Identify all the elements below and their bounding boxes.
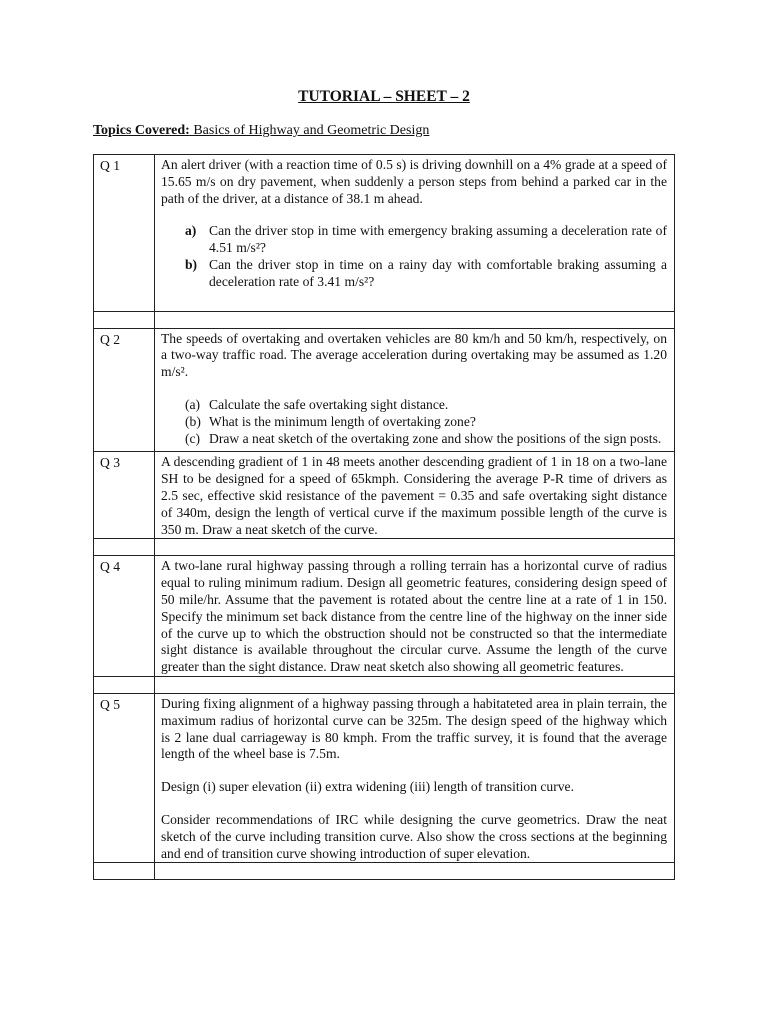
part-label: (b) <box>185 413 201 429</box>
question-paragraph: Consider recommendations of IRC while designing the curve geometrics. Draw the neat sketch of the curve including transition curve. Also show the cross sections at the beginning and end of transition curve showing introduction of super elevation. <box>161 811 667 861</box>
question-body <box>155 556 675 677</box>
question-number: Q 1 <box>94 155 155 312</box>
question-body <box>155 693 675 862</box>
spacer-cell <box>155 863 675 880</box>
question-row-2 <box>94 328 675 452</box>
question-text: The speeds of overtaking and overtaken vehicles are 80 km/h and 50 km/h, respectively, on a two-way traffic road. The average acceleration during overtaking may be assumed as 1.20 m/s². <box>161 330 667 380</box>
question-number: Q 4 <box>94 556 155 677</box>
question-text: An alert driver (with a reaction time of 0.5 s) is driving downhill on a 4% grade at a speed of 15.65 m/s on dry pavement, when suddenly a person steps from behind a parked car in the path of the driver, at a distance of 38.1 m ahead. <box>161 157 667 206</box>
part-text: Can the driver stop in time with emergency braking assuming a deceleration rate of 4.51 m/s²? <box>209 223 667 256</box>
part-label: (c) <box>185 430 201 446</box>
question-text: A two-lane rural highway passing through a rolling terrain has a horizontal curve of radius equal to ruling minimum radium. Design all geometric features, considering design speed of 50 mile/hr. Assume that the pavement is rotated about the centre line at a rate of 1 in 150. Specify the minimum set back distance from the centre line of the highway on the inner side of the curve up to which the obstruction should not be constructed so that the intermediate sight distance is available throughout the circular curve. Assume the length of the curve greater than the sight distance. Draw neat sketch also showing all geometric features. <box>161 558 667 675</box>
question-row-1 <box>94 155 675 312</box>
spacer-cell <box>155 676 675 693</box>
part-text: Calculate the safe overtaking sight distance. <box>209 396 449 412</box>
spacer-cell <box>155 539 675 556</box>
question-part <box>161 431 667 448</box>
part-text: Draw a neat sketch of the overtaking zone and show the positions of the sign posts. <box>209 430 662 446</box>
spacer-row <box>94 539 675 556</box>
question-row-5 <box>94 693 675 862</box>
question-number: Q 2 <box>94 328 155 452</box>
question-part <box>161 223 667 257</box>
spacer-cell <box>94 311 155 328</box>
question-body <box>155 328 675 452</box>
sheet-title: TUTORIAL – SHEET – 2 <box>298 88 470 105</box>
question-text: During fixing alignment of a highway passing through a habitateted area in plain terrain, the maximum radius of horizontal curve can be 325m. The design speed of the highway which is 2 lane dual carriageway is 80 kmph. From the traffic survey, it is found that the average length of the wheel base is 7.5m. <box>161 695 667 762</box>
spacer-cell <box>155 311 675 328</box>
spacer-cell <box>94 676 155 693</box>
question-text: A descending gradient of 1 in 48 meets another descending gradient of 1 in 18 on a two-lane SH to be designed for a speed of 65kmph. Considering the average P-R time of drivers as 2.5 sec, effective skid resistance of the pavement = 0.35 and safe overtaking sight distance of 340m, design the length of vertical curve if the maximum possible length of the curve is 350 m. Draw a neat sketch of the curve. <box>161 454 667 537</box>
part-text: Can the driver stop in time on a rainy day with comfortable braking assuming a deceleration rate of 3.41 m/s²? <box>209 256 667 289</box>
part-label: b) <box>185 256 198 272</box>
questions-table <box>93 154 675 880</box>
spacer-cell <box>94 539 155 556</box>
part-text: What is the minimum length of overtaking zone? <box>209 413 476 429</box>
question-number: Q 5 <box>94 693 155 862</box>
topics-label: Topics Covered: <box>93 123 190 138</box>
spacer-row <box>94 676 675 693</box>
spacer-row <box>94 311 675 328</box>
topics-covered <box>93 123 429 139</box>
question-body <box>155 155 675 312</box>
question-number: Q 3 <box>94 452 155 539</box>
question-part <box>161 397 667 414</box>
question-part <box>161 257 667 291</box>
question-row-3 <box>94 452 675 539</box>
topics-text: Basics of Highway and Geometric Design <box>189 123 430 138</box>
spacer-row <box>94 863 675 880</box>
question-part <box>161 414 667 431</box>
question-paragraph: Design (i) super elevation (ii) extra widening (iii) length of transition curve. <box>161 779 574 795</box>
question-body <box>155 452 675 539</box>
question-row-4 <box>94 556 675 677</box>
spacer-cell <box>94 863 155 880</box>
part-label: a) <box>185 223 197 239</box>
part-label: (a) <box>185 396 201 412</box>
